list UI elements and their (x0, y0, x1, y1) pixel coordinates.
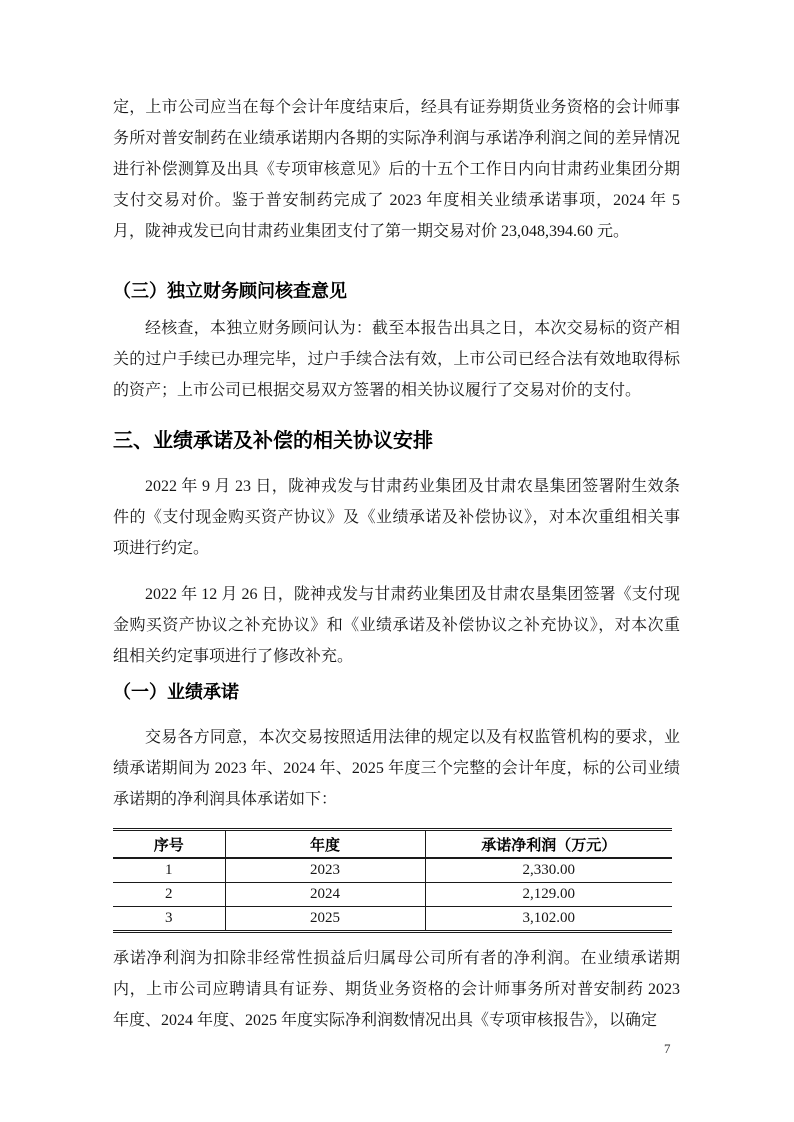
page-number: 7 (664, 1041, 671, 1056)
heading-performance-commitment: （一）业绩承诺 (113, 682, 239, 702)
heading-performance-commitment-arrangements: 三、业绩承诺及补偿的相关协议安排 (113, 430, 433, 452)
table-cell-year: 2025 (225, 907, 425, 932)
table-cell-net-profit: 3,102.00 (425, 907, 672, 932)
body-paragraph-continuation: 定，上市公司应当在每个会计年度结束后，经具有证券期货业务资格的会计师事务所对普安制药在业绩承诺期内各期的实际净利润与承诺净利润之间的差异情况进行补偿测算及出具《专项审核意见》后的十五个工作日内向甘肃药业集团分期支付交易对价。鉴于普安制药完成了 2023 年度相关业绩承诺事项，2024 年 5 月，陇神戎发已向甘肃药业集团支付了第一期交易对价 23,048,394.60 元。 (113, 99, 680, 240)
table-cell-net-profit: 2,129.00 (425, 883, 672, 907)
body-paragraph-agreement-2022-09: 2022 年 9 月 23 日，陇神戎发与甘肃药业集团及甘肃农垦集团签署附生效条件的《支付现金购买资产协议》及《业绩承诺及补偿协议》，对本次重组相关事项进行约定。 (113, 478, 680, 557)
table-header-net-profit: 承诺净利润（万元） (425, 830, 672, 859)
table-cell-serial: 2 (113, 883, 225, 907)
table-header-year: 年度 (225, 830, 425, 859)
body-paragraph-commitment-definition: 承诺净利润为扣除非经常性损益后归属母公司所有者的净利润。在业绩承诺期内，上市公司应聘请具有证券、期货业务资格的会计师事务所对普安制药 2023 年度、2024 年度、2025 年度实际净利润数情况出具《专项审核报告》，以确定 (113, 950, 680, 1029)
table-header-row (113, 830, 672, 859)
body-paragraph-agreement-2022-12: 2022 年 12 月 26 日，陇神戎发与甘肃药业集团及甘肃农垦集团签署《支付现金购买资产协议之补充协议》和《业绩承诺及补偿协议之补充协议》，对本次重组相关约定事项进行了修改补充。 (113, 586, 680, 665)
body-paragraph-advisor-opinion: 经核查，本独立财务顾问认为：截至本报告出具之日，本次交易标的资产相关的过户手续已办理完毕，过户手续合法有效，上市公司已经合法有效地取得标的资产；上市公司已根据交易双方签署的相关协议履行了交易对价的支付。 (113, 320, 680, 399)
table-row (113, 883, 672, 907)
table-cell-serial: 3 (113, 907, 225, 932)
table-row (113, 907, 672, 932)
promised-net-profit-table (113, 828, 672, 933)
table-row (113, 858, 672, 883)
table-cell-net-profit: 2,330.00 (425, 858, 672, 883)
table-header-serial: 序号 (113, 830, 225, 859)
body-paragraph-commitment-intro: 交易各方同意，本次交易按照适用法律的规定以及有权监管机构的要求，业绩承诺期间为 2023 年、2024 年、2025 年度三个完整的会计年度，标的公司业绩承诺期的净利润具体承诺如下： (113, 729, 680, 808)
table-cell-serial: 1 (113, 858, 225, 883)
table-cell-year: 2024 (225, 883, 425, 907)
table-cell-year: 2023 (225, 858, 425, 883)
heading-independent-advisor-opinion: （三）独立财务顾问核查意见 (113, 281, 347, 301)
